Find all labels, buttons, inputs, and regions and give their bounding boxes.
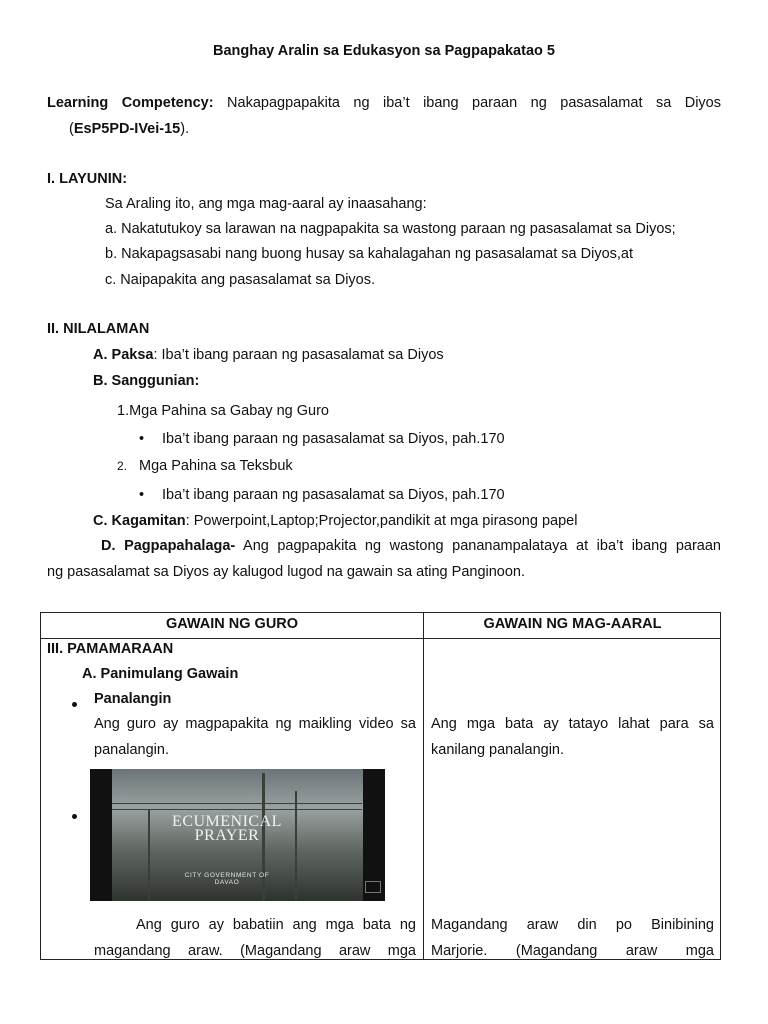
utility-pole xyxy=(148,809,150,901)
pagpapahalaga-letter: D xyxy=(101,538,112,554)
mag-aaral-text-2-line-2: Marjorie. (Magandang araw mga xyxy=(431,943,714,959)
competency-line xyxy=(47,95,721,111)
kagamitan-label: C. Kagamitan xyxy=(93,513,186,529)
ref-1: 1.Mga Pahina sa Gabay ng Guro xyxy=(117,403,329,419)
nilalaman-heading: II. NILALAMAN xyxy=(47,321,150,337)
ref-2-sub: Iba’t ibang paraan ng pasasalamat sa Diyos, pah.170 xyxy=(162,487,505,503)
ref-1-sub: Iba’t ibang paraan ng pasasalamat sa Diyos, pah.170 xyxy=(162,431,505,447)
video-title: ECUMENICAL PRAYER xyxy=(172,813,282,844)
mag-aaral-text-1-line-2: kanilang panalangin. xyxy=(431,742,565,758)
ref-2: Mga Pahina sa Teksbuk xyxy=(139,458,293,474)
guro-text-2-line-2: magandang araw. (Magandang araw mga xyxy=(94,943,416,959)
layunin-intro: Sa Araling ito, ang mga mag-aaral ay inaasahang: xyxy=(105,196,427,212)
video-thumbnail[interactable] xyxy=(90,769,385,901)
pamamaraan-heading: III. PAMAMARAAN xyxy=(47,641,174,657)
sanggunian-label: B. Sanggunian: xyxy=(93,373,200,389)
guro-text-2-line-1: Ang guro ay babatiin ang mga bata ng xyxy=(136,917,416,933)
column-divider xyxy=(423,613,424,959)
bullet-icon xyxy=(72,808,77,824)
page-title: Banghay Aralin sa Edukasyon sa Pagpapakatao 5 xyxy=(213,43,555,59)
header-divider xyxy=(41,638,720,639)
kagamitan-line xyxy=(93,513,577,529)
col-header-guro: GAWAIN NG GURO xyxy=(165,616,299,632)
video-caption: CITY GOVERNMENT OF DAVAO xyxy=(184,872,270,886)
competency-text: Nakapagpapakita ng iba’t ibang paraan ng pasasalamat sa Diyos xyxy=(227,95,721,111)
ref-2-number: 2. xyxy=(117,459,128,473)
power-line xyxy=(112,803,362,804)
kagamitan-value: : Powerpoint,Laptop;Projector,pandikit at mga pirasong papel xyxy=(185,513,578,529)
panimula-heading: A. Panimulang Gawain xyxy=(82,666,239,682)
power-line xyxy=(112,809,362,810)
ref-2-bullet: • xyxy=(139,487,145,503)
guro-text-1-line-2: panalangin. xyxy=(94,742,169,758)
layunin-item-a: a. Nakatutukoy sa larawan na nagpapakita sa wastong paraan ng pasasalamat sa Diyos; xyxy=(105,221,676,237)
video-letterbox-left xyxy=(90,769,112,901)
competency-code: EsP5PD-IVei-15 xyxy=(73,121,181,137)
bullet-icon xyxy=(72,696,77,712)
pagpapahalaga-line xyxy=(101,538,721,554)
competency-code-line: (EsP5PD-IVei-15). xyxy=(69,121,190,137)
layunin-item-c: c. Naipapakita ang pasasalamat sa Diyos. xyxy=(105,272,376,288)
utility-pole xyxy=(295,791,297,901)
paksa-line xyxy=(93,347,444,363)
competency-label: Learning Competency: xyxy=(47,95,214,111)
col-header-mag-aaral: GAWAIN NG MAG-AARAL xyxy=(483,616,662,632)
paksa-value: : Iba’t ibang paraan ng pasasalamat sa Diyos xyxy=(153,347,444,363)
mag-aaral-text-1-line-1: Ang mga bata ay tatayo lahat para sa xyxy=(431,716,714,732)
paksa-label: A. Paksa xyxy=(93,347,154,363)
ref-1-bullet: • xyxy=(139,431,145,447)
layunin-item-b: b. Nakapagsasabi nang buong husay sa kahalagahan ng pasasalamat sa Diyos,at xyxy=(105,246,634,262)
pagpapahalaga-label: . Pagpapahalaga- xyxy=(111,538,236,554)
guro-text-1-line-1: Ang guro ay magpapakita ng maikling video sa xyxy=(94,716,416,732)
pagpapahalaga-text: Ang pagpapakita ng wastong pananampalataya at iba’t ibang paraan xyxy=(235,538,721,554)
panalangin-label: Panalangin xyxy=(94,691,172,707)
layunin-heading: I. LAYUNIN: xyxy=(47,171,128,187)
pagpapahalaga-text-2: ng pasasalamat sa Diyos ay kalugod lugod na gawain sa ating Panginoon. xyxy=(47,564,526,580)
fullscreen-icon[interactable] xyxy=(365,881,381,893)
mag-aaral-text-2-line-1: Magandang araw din po Binibining xyxy=(431,917,714,933)
